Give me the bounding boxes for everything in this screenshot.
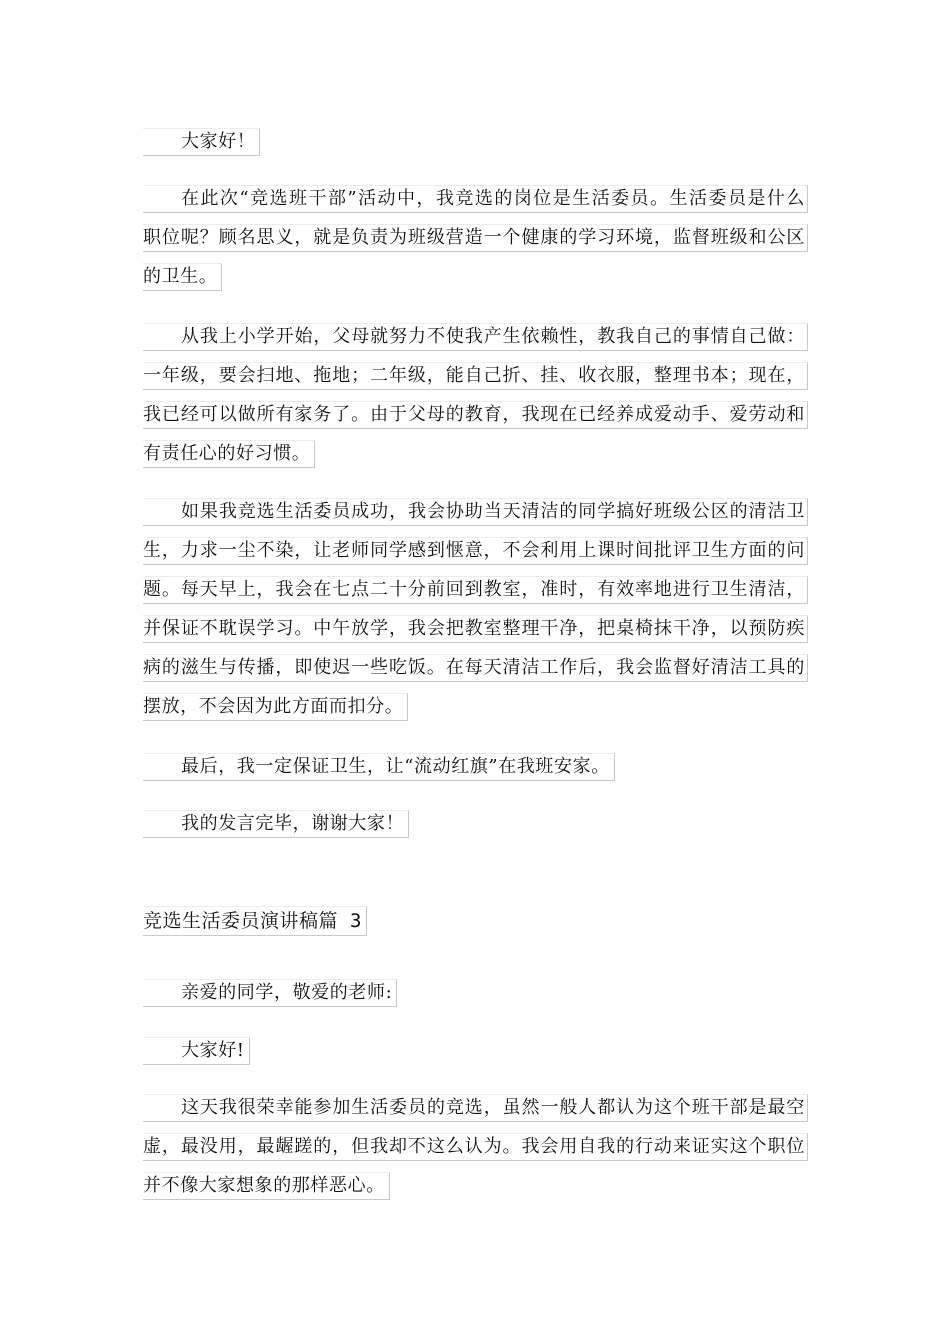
text-line: 我的发言完毕，谢谢大家！ xyxy=(143,810,409,838)
text-line: 亲爱的同学，敬爱的老师: xyxy=(143,979,397,1007)
text-line: 题。每天早上，我会在七点二十分前回到教室，准时，有效率地进行卫生清洁， xyxy=(143,576,808,604)
text-line: 这天我很荣幸能参加生活委员的竞选，虽然一般人都认为这个班干部是最空 xyxy=(143,1094,808,1122)
text-line: 职位呢？顾名思义，就是负责为班级营造一个健康的学习环境，监督班级和公区 xyxy=(143,224,808,252)
paragraph-background xyxy=(143,323,808,479)
paragraph-salutation xyxy=(143,979,808,1018)
text-line: 我已经可以做所有家务了。由于父母的教育，我现在已经养成爱动手、爱劳动和 xyxy=(143,401,808,429)
paragraph-position xyxy=(143,185,808,302)
paragraph-closing xyxy=(143,810,808,849)
paragraph-conclusion xyxy=(143,753,808,792)
paragraph-greeting-2 xyxy=(143,1037,808,1076)
text-line: 最后，我一定保证卫生，让“流动红旗”在我班安家。 xyxy=(143,753,615,781)
text-line: 并不像大家想象的那样恶心。 xyxy=(143,1172,390,1200)
text-line: 有责任心的好习惯。 xyxy=(143,440,315,468)
text-line: 病的滋生与传播，即使迟一些吃饭。在每天清洁工作后，我会监督好清洁工具的 xyxy=(143,654,808,682)
text-line: 并保证不耽误学习。中午放学，我会把教室整理干净，把桌椅抹干净，以预防疾 xyxy=(143,615,808,643)
text-line: 从我上小学开始，父母就努力不使我产生依赖性，教我自己的事情自己做： xyxy=(143,323,808,351)
text-line: 生，力求一尘不染，让老师同学感到惬意，不会利用上课时间批评卫生方面的问 xyxy=(143,537,808,565)
text-line: 一年级，要会扫地、拖地；二年级，能自己折、挂、收衣服，整理书本；现在， xyxy=(143,362,808,390)
text-line: 如果我竞选生活委员成功，我会协助当天清洁的同学搞好班级公区的清洁卫 xyxy=(143,498,808,526)
paragraph-intro xyxy=(143,1094,808,1211)
text-line: 大家好！ xyxy=(143,128,260,156)
paragraph-plan xyxy=(143,498,808,732)
text-line: 大家好! xyxy=(143,1037,250,1065)
text-line: 摆放，不会因为此方面而扣分。 xyxy=(143,693,408,721)
heading-text: 竞选生活委员演讲稿篇 3 xyxy=(143,906,367,936)
paragraph-greeting xyxy=(143,128,808,167)
text-line: 虚，最没用，最龌蹉的，但我却不这么认为。我会用自我的行动来证实这个职位 xyxy=(143,1133,808,1161)
section-heading xyxy=(143,905,367,936)
text-line: 的卫生。 xyxy=(143,263,222,291)
text-line: 在此次“竞选班干部”活动中，我竞选的岗位是生活委员。生活委员是什么 xyxy=(143,185,808,213)
